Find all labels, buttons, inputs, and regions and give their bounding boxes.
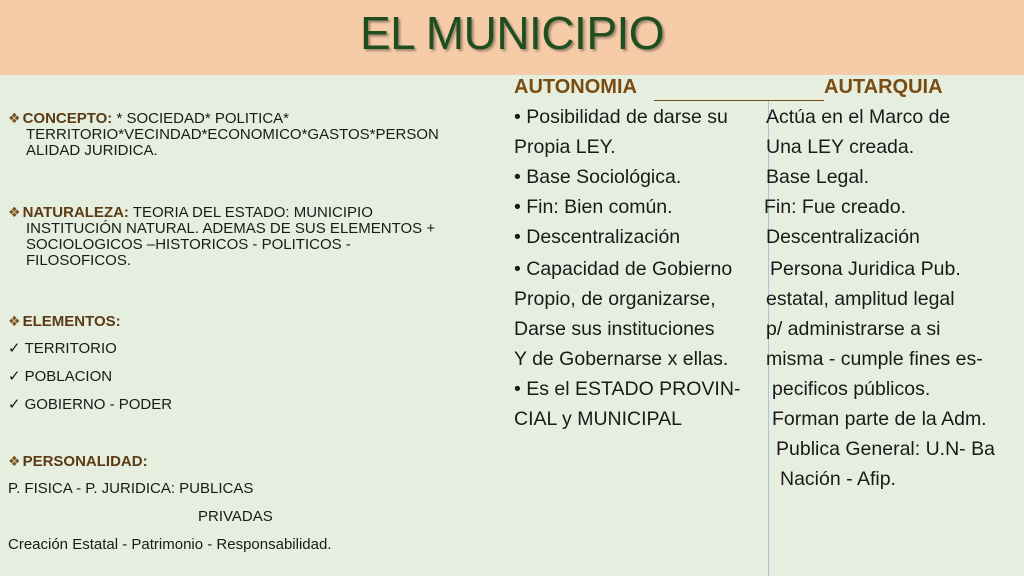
autarquia-text: Fin: Fue creado.: [764, 196, 906, 218]
diamond-bullet-icon: ❖: [8, 110, 21, 126]
autonomia-text: • Fin: Bien común.: [514, 196, 673, 218]
comparison-row: [514, 288, 1019, 316]
diamond-bullet-icon: ❖: [8, 453, 21, 469]
autarquia-text: Persona Juridica Pub.: [770, 258, 961, 280]
naturaleza-block: [8, 204, 435, 269]
autarquia-text: Descentralización: [766, 226, 920, 248]
autonomia-text: • Descentralización: [514, 226, 681, 248]
concepto-text-2: TERRITORIO*VECINDAD*ECONOMICO*GASTOS*PERSON: [26, 126, 439, 143]
personalidad-block: [8, 453, 148, 470]
comparison-header: [514, 76, 1019, 104]
naturaleza-text-2: INSTITUCIÓN NATURAL. ADEMAS DE SUS ELEMENTOS +: [26, 220, 436, 237]
autonomia-text: Propio, de organizarse,: [514, 288, 716, 310]
header-autarquia: AUTARQUIA: [824, 76, 943, 98]
concepto-block: [8, 110, 439, 159]
check-icon: ✓: [8, 368, 21, 385]
header-autonomia: AUTONOMIA: [514, 76, 637, 98]
elementos-item: [8, 341, 117, 357]
autarquia-text: Base Legal.: [766, 166, 869, 188]
autonomia-text: • Base Sociológica.: [514, 166, 682, 188]
elementos-item: [8, 397, 172, 413]
comparison-row: [514, 468, 1019, 496]
naturaleza-text: TEORIA DEL ESTADO: MUNICIPIO: [128, 204, 373, 221]
autarquia-text: estatal, amplitud legal: [766, 288, 955, 310]
autarquia-text: Una LEY creada.: [766, 136, 915, 158]
autarquia-text: Publica General: U.N- Ba: [776, 438, 995, 460]
autonomia-text: • Capacidad de Gobierno: [514, 258, 733, 280]
personalidad-line-1: P. FISICA - P. JURIDICA: PUBLICAS: [8, 480, 254, 497]
personalidad-line-2: PRIVADAS: [198, 508, 273, 525]
elementos-item: [8, 369, 112, 385]
autonomia-text: • Es el ESTADO PROVIN-: [514, 378, 741, 400]
comparison-row: [514, 106, 1019, 134]
autarquia-text: p/ administrarse a si: [766, 318, 941, 340]
elementos-item-text: TERRITORIO: [24, 340, 117, 357]
naturaleza-text-4: FILOSOFICOS.: [26, 252, 132, 269]
comparison-row: [514, 226, 1019, 254]
diamond-bullet-icon: ❖: [8, 204, 21, 220]
naturaleza-label: NATURALEZA:: [22, 204, 129, 221]
naturaleza-text-3: SOCIOLOGICOS –HISTORICOS - POLITICOS -: [26, 236, 351, 253]
autarquia-text: Actúa en el Marco de: [766, 106, 951, 128]
comparison-row: [514, 438, 1019, 466]
header-underline: [654, 100, 824, 101]
elementos-label: ELEMENTOS:: [22, 313, 121, 330]
check-icon: ✓: [8, 396, 21, 413]
concepto-text-3: ALIDAD JURIDICA.: [26, 142, 158, 159]
comparison-row: [514, 258, 1019, 286]
personalidad-label: PERSONALIDAD:: [22, 453, 148, 470]
autonomia-text: CIAL y MUNICIPAL: [514, 408, 682, 430]
comparison-row: [514, 378, 1019, 406]
comparison-row: [514, 348, 1019, 376]
comparison-row: [514, 408, 1019, 436]
concepto-text: * SOCIEDAD* POLITICA*: [112, 110, 290, 127]
check-icon: ✓: [8, 340, 21, 357]
autonomia-text: Darse sus instituciones: [514, 318, 715, 340]
comparison-row: [514, 318, 1019, 346]
autarquia-text: Forman parte de la Adm.: [772, 408, 987, 430]
autarquia-text: pecificos públicos.: [772, 378, 931, 400]
autonomia-text: Y de Gobernarse x ellas.: [514, 348, 729, 370]
personalidad-line-3: Creación Estatal - Patrimonio - Responsabilidad.: [8, 536, 332, 553]
autonomia-text: Propia LEY.: [514, 136, 616, 158]
diamond-bullet-icon: ❖: [8, 313, 21, 329]
elementos-item-text: GOBIERNO - PODER: [24, 396, 173, 413]
elementos-block: [8, 313, 121, 330]
autarquia-text: Nación - Afip.: [780, 468, 896, 490]
comparison-row: [514, 136, 1019, 164]
comparison-row: [514, 196, 1019, 224]
autonomia-text: • Posibilidad de darse su: [514, 106, 728, 128]
concepto-label: CONCEPTO:: [22, 110, 113, 127]
page-title: EL MUNICIPIO: [359, 7, 665, 59]
comparison-row: [514, 166, 1019, 194]
elementos-item-text: POBLACION: [24, 368, 113, 385]
autarquia-text: misma - cumple fines es-: [766, 348, 983, 370]
